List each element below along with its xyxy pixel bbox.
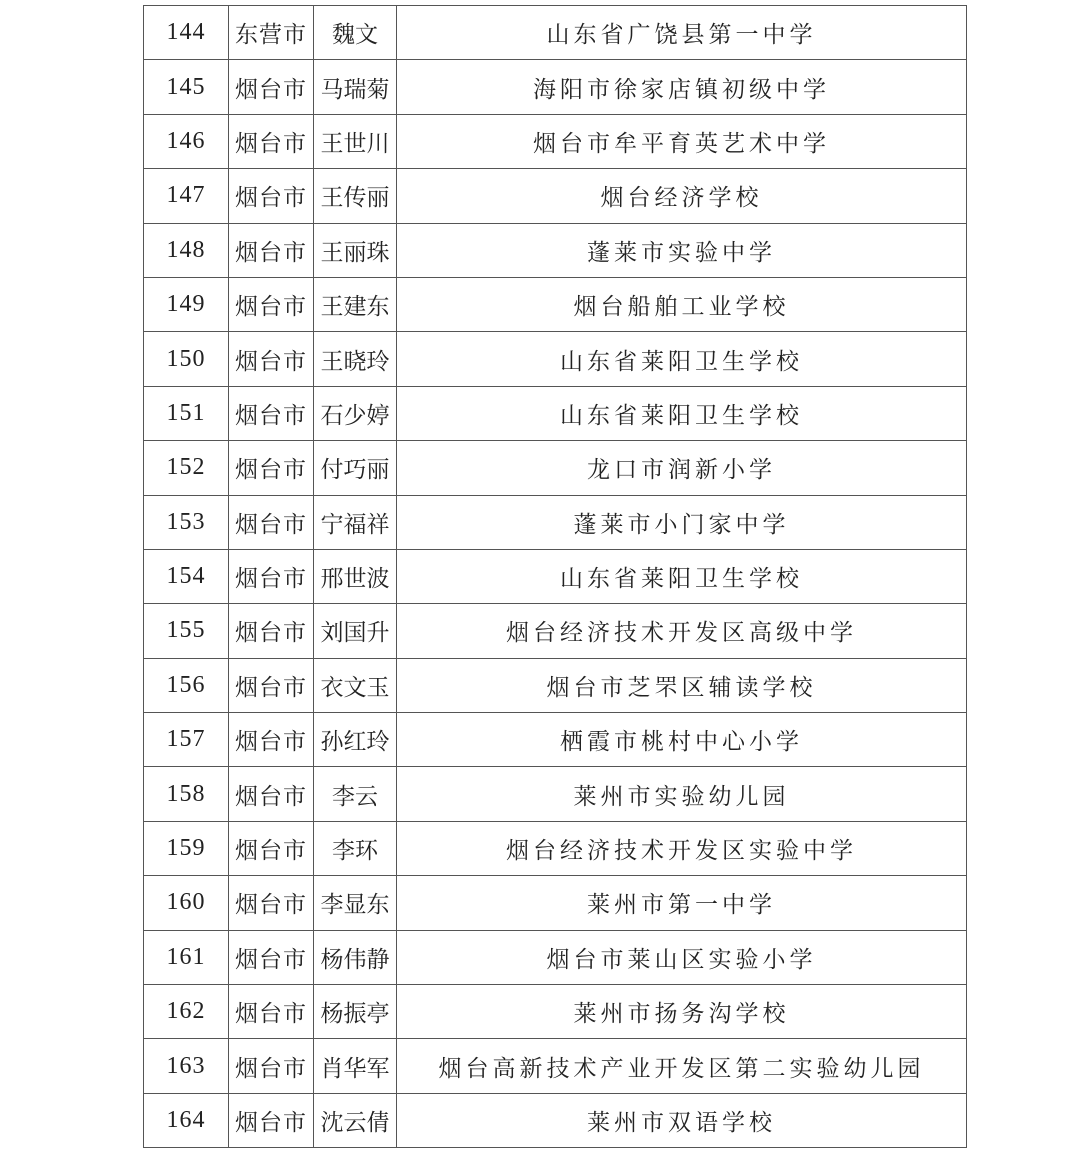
school-cell: 烟台船舶工业学校 xyxy=(397,277,967,331)
row-number: 148 xyxy=(144,223,229,277)
table-row xyxy=(144,60,967,114)
school-cell: 烟台经济学校 xyxy=(397,169,967,223)
row-number: 162 xyxy=(144,985,229,1039)
table-row xyxy=(144,1093,967,1147)
name-cell: 杨伟静 xyxy=(314,930,397,984)
school-cell: 烟台经济技术开发区实验中学 xyxy=(397,821,967,875)
row-number: 153 xyxy=(144,495,229,549)
city-cell: 烟台市 xyxy=(229,876,314,930)
school-cell: 莱州市扬务沟学校 xyxy=(397,985,967,1039)
table-row xyxy=(144,821,967,875)
city-cell: 烟台市 xyxy=(229,332,314,386)
table-row xyxy=(144,549,967,603)
city-cell: 烟台市 xyxy=(229,549,314,603)
city-cell: 烟台市 xyxy=(229,1039,314,1093)
city-cell: 烟台市 xyxy=(229,767,314,821)
table-row xyxy=(144,1039,967,1093)
table-row xyxy=(144,386,967,440)
row-number: 164 xyxy=(144,1093,229,1147)
school-cell: 山东省莱阳卫生学校 xyxy=(397,549,967,603)
table-row xyxy=(144,713,967,767)
name-cell: 刘国升 xyxy=(314,604,397,658)
name-cell: 李环 xyxy=(314,821,397,875)
table-row xyxy=(144,169,967,223)
name-cell: 付巧丽 xyxy=(314,441,397,495)
city-cell: 烟台市 xyxy=(229,277,314,331)
row-number: 151 xyxy=(144,386,229,440)
school-cell: 莱州市第一中学 xyxy=(397,876,967,930)
row-number: 152 xyxy=(144,441,229,495)
row-number: 155 xyxy=(144,604,229,658)
name-cell: 马瑞菊 xyxy=(314,60,397,114)
table-row xyxy=(144,114,967,168)
row-number: 146 xyxy=(144,114,229,168)
school-cell: 山东省莱阳卫生学校 xyxy=(397,332,967,386)
school-cell: 山东省莱阳卫生学校 xyxy=(397,386,967,440)
table-row xyxy=(144,332,967,386)
city-cell: 烟台市 xyxy=(229,604,314,658)
school-cell: 烟台经济技术开发区高级中学 xyxy=(397,604,967,658)
table-row xyxy=(144,767,967,821)
name-cell: 王传丽 xyxy=(314,169,397,223)
city-cell: 东营市 xyxy=(229,6,314,60)
city-cell: 烟台市 xyxy=(229,713,314,767)
name-cell: 王晓玲 xyxy=(314,332,397,386)
name-cell: 宁福祥 xyxy=(314,495,397,549)
row-number: 158 xyxy=(144,767,229,821)
school-cell: 山东省广饶县第一中学 xyxy=(397,6,967,60)
school-cell: 烟台市莱山区实验小学 xyxy=(397,930,967,984)
city-cell: 烟台市 xyxy=(229,441,314,495)
row-number: 156 xyxy=(144,658,229,712)
city-cell: 烟台市 xyxy=(229,658,314,712)
school-cell: 栖霞市桃村中心小学 xyxy=(397,713,967,767)
table-row xyxy=(144,277,967,331)
school-cell: 莱州市双语学校 xyxy=(397,1093,967,1147)
city-cell: 烟台市 xyxy=(229,821,314,875)
school-cell: 烟台高新技术产业开发区第二实验幼儿园 xyxy=(397,1039,967,1093)
row-number: 144 xyxy=(144,6,229,60)
school-cell: 龙口市润新小学 xyxy=(397,441,967,495)
table-row xyxy=(144,930,967,984)
name-cell: 衣文玉 xyxy=(314,658,397,712)
row-number: 163 xyxy=(144,1039,229,1093)
city-cell: 烟台市 xyxy=(229,223,314,277)
name-cell: 李显东 xyxy=(314,876,397,930)
row-number: 149 xyxy=(144,277,229,331)
school-cell: 莱州市实验幼儿园 xyxy=(397,767,967,821)
name-cell: 石少婷 xyxy=(314,386,397,440)
name-cell: 孙红玲 xyxy=(314,713,397,767)
name-cell: 王世川 xyxy=(314,114,397,168)
name-cell: 肖华军 xyxy=(314,1039,397,1093)
table-row xyxy=(144,6,967,60)
school-cell: 蓬莱市实验中学 xyxy=(397,223,967,277)
row-number: 160 xyxy=(144,876,229,930)
row-number: 145 xyxy=(144,60,229,114)
table-row xyxy=(144,495,967,549)
city-cell: 烟台市 xyxy=(229,495,314,549)
city-cell: 烟台市 xyxy=(229,930,314,984)
city-cell: 烟台市 xyxy=(229,60,314,114)
row-number: 159 xyxy=(144,821,229,875)
table-row xyxy=(144,658,967,712)
city-cell: 烟台市 xyxy=(229,386,314,440)
city-cell: 烟台市 xyxy=(229,1093,314,1147)
school-cell: 蓬莱市小门家中学 xyxy=(397,495,967,549)
row-number: 161 xyxy=(144,930,229,984)
table-row xyxy=(144,604,967,658)
school-cell: 海阳市徐家店镇初级中学 xyxy=(397,60,967,114)
row-number: 150 xyxy=(144,332,229,386)
name-cell: 邢世波 xyxy=(314,549,397,603)
name-cell: 王丽珠 xyxy=(314,223,397,277)
row-number: 147 xyxy=(144,169,229,223)
table-row xyxy=(144,876,967,930)
row-number: 157 xyxy=(144,713,229,767)
roster-table-body xyxy=(144,6,967,1148)
table-row xyxy=(144,223,967,277)
roster-table xyxy=(143,5,967,1148)
name-cell: 李云 xyxy=(314,767,397,821)
city-cell: 烟台市 xyxy=(229,114,314,168)
city-cell: 烟台市 xyxy=(229,169,314,223)
school-cell: 烟台市牟平育英艺术中学 xyxy=(397,114,967,168)
city-cell: 烟台市 xyxy=(229,985,314,1039)
school-cell: 烟台市芝罘区辅读学校 xyxy=(397,658,967,712)
name-cell: 杨振亭 xyxy=(314,985,397,1039)
name-cell: 魏文 xyxy=(314,6,397,60)
name-cell: 王建东 xyxy=(314,277,397,331)
table-row xyxy=(144,441,967,495)
row-number: 154 xyxy=(144,549,229,603)
table-row xyxy=(144,985,967,1039)
name-cell: 沈云倩 xyxy=(314,1093,397,1147)
